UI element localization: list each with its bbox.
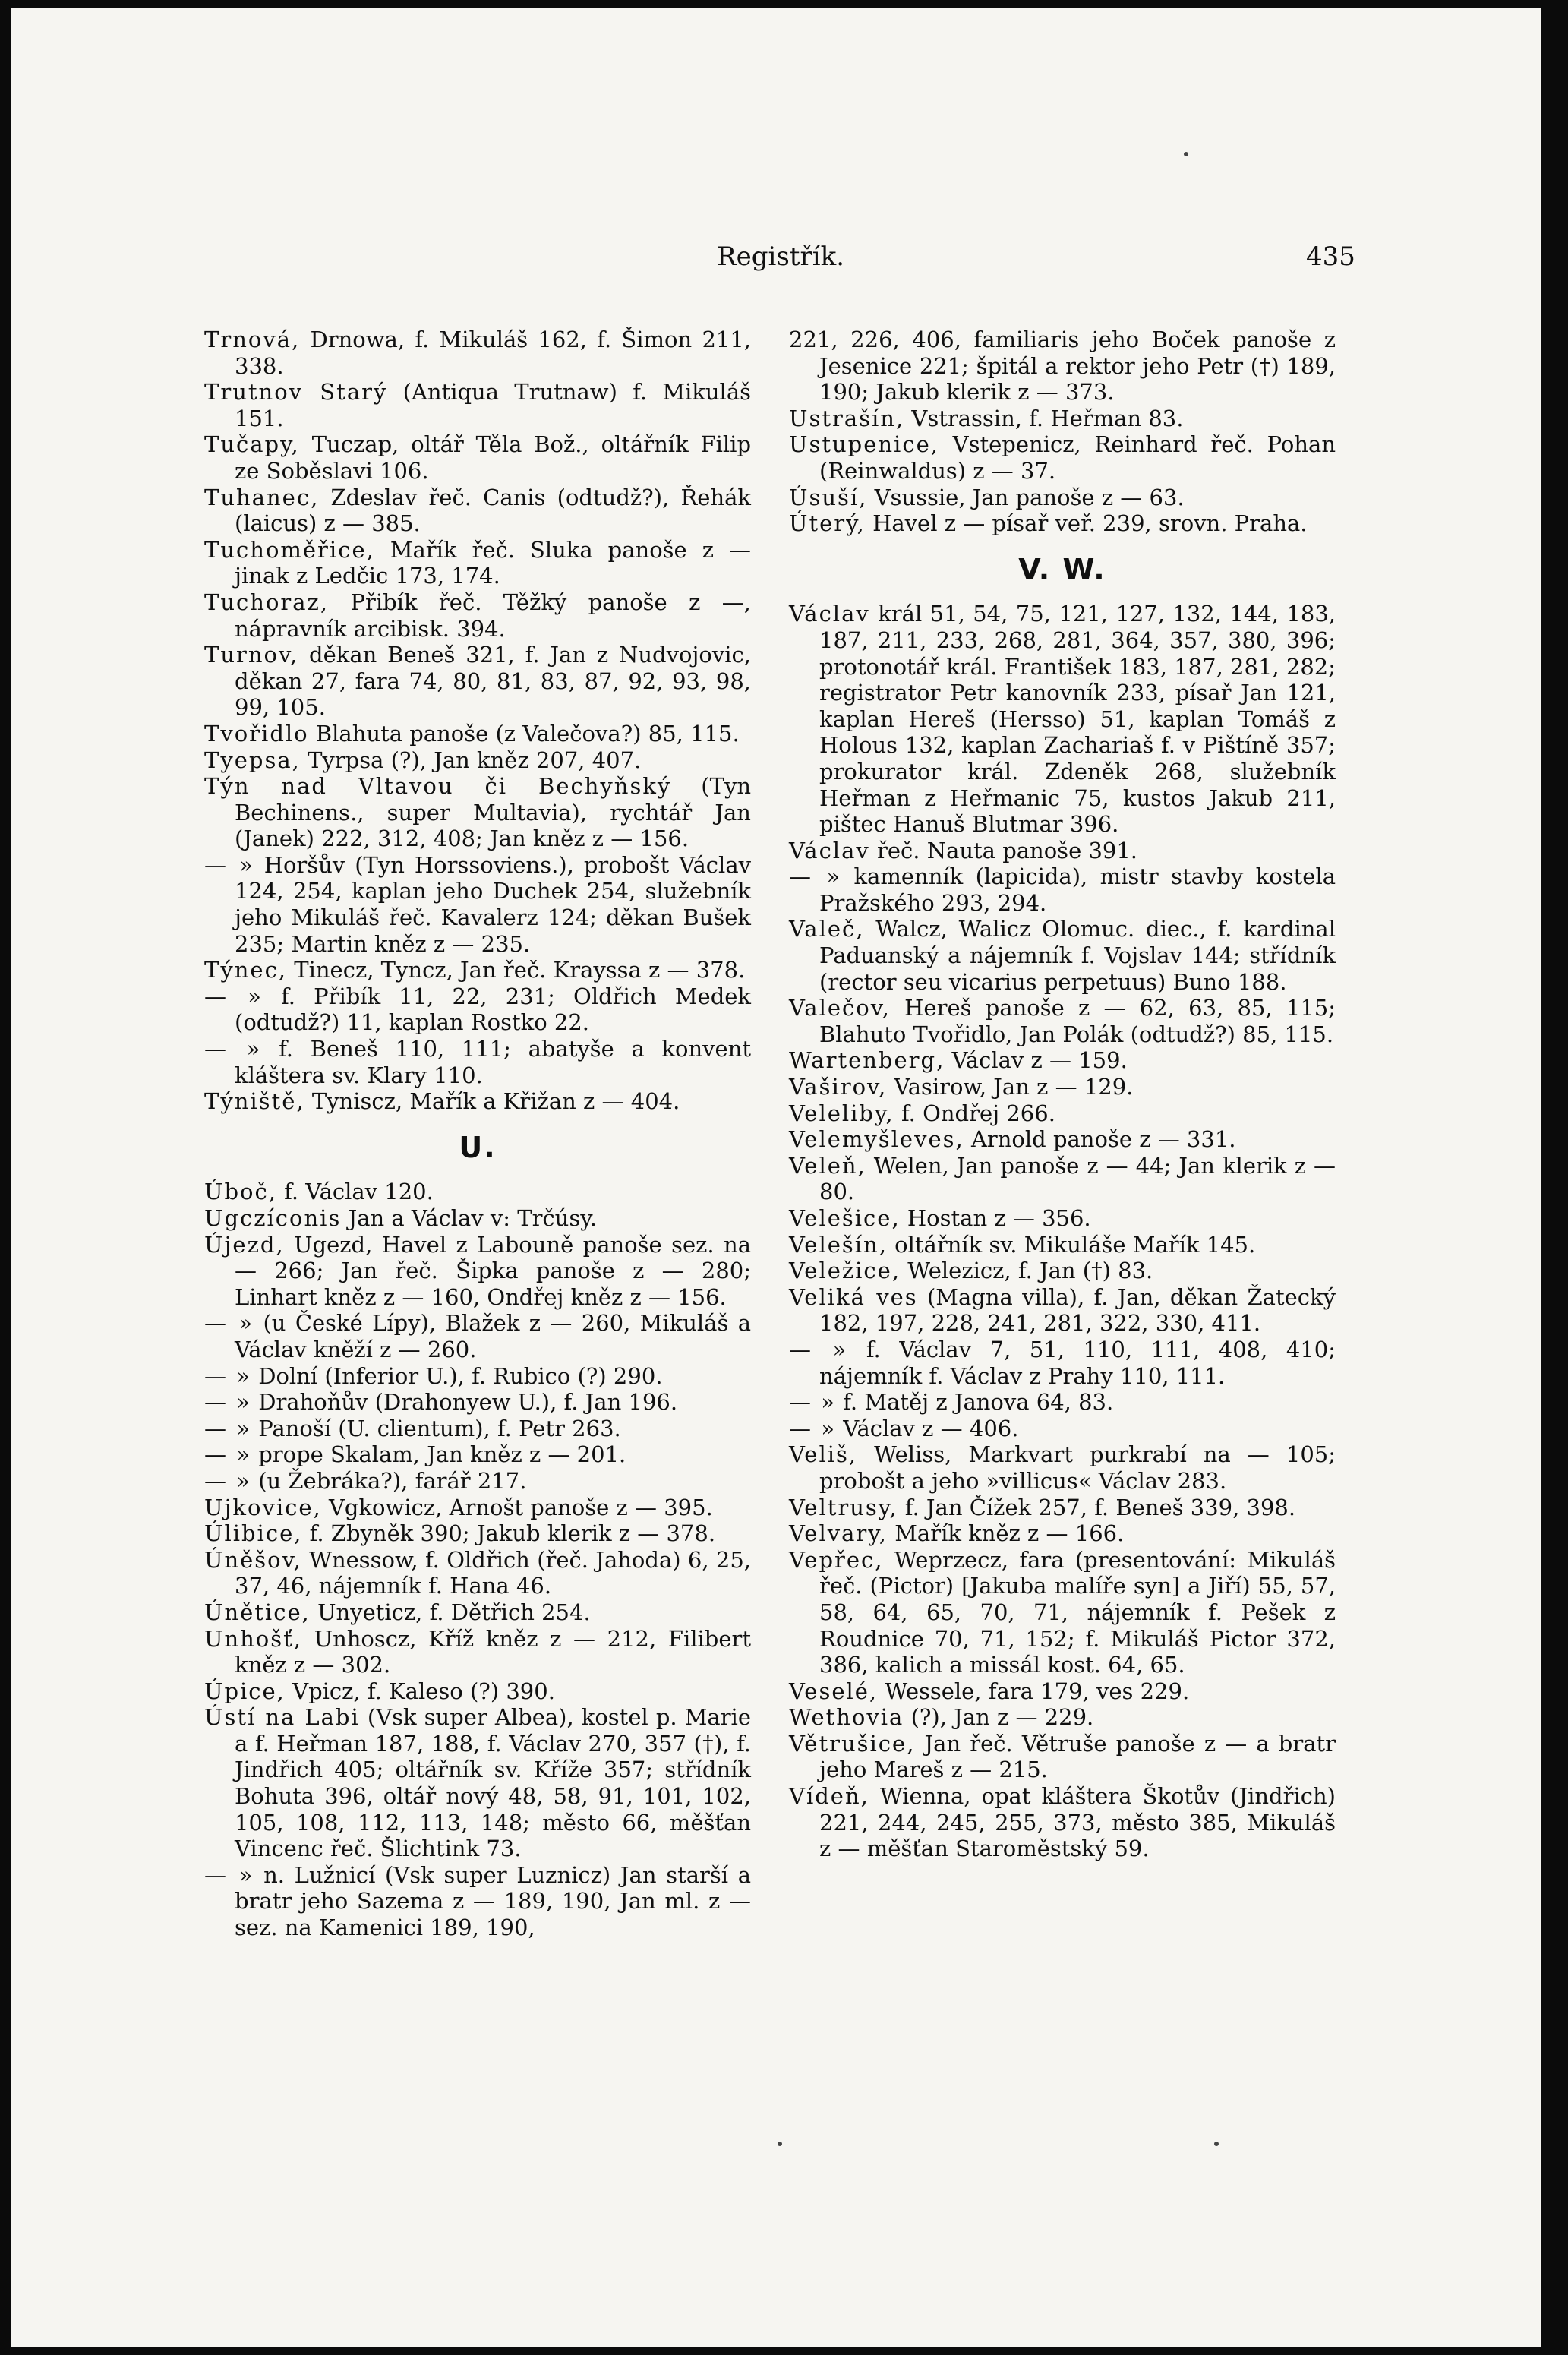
entry-headword: Veleliby, (789, 1100, 894, 1126)
entry-text: Jan řeč. Větruše panoše z — a bratr jeho Mareš z — 215. (819, 1730, 1336, 1783)
entry-headword: Velvary, (789, 1520, 888, 1547)
entry-text: Tinecz, Tyncz, Jan řeč. Krayssa z — 378. (294, 957, 746, 983)
entry-headword: Ugczíconis (204, 1205, 342, 1231)
entry-text: f. Beneš 110, 111; abatyše a konvent kláštera sv. Klary 110. (235, 1036, 752, 1088)
index-entry (789, 1337, 1336, 1389)
index-entry (204, 1416, 751, 1442)
entry-text: (Tyn Bechinens., super Multavia), rychtář Jan (Janek) 222, 312, 408; Jan kněz z — 156. (235, 773, 752, 852)
entry-text: Hostan z — 356. (907, 1205, 1091, 1231)
index-entry (204, 1389, 751, 1416)
index-entry (789, 1258, 1336, 1284)
entry-headword: Wethovia (789, 1704, 904, 1731)
entry-text: (u Žebráka?), farář 217. (258, 1467, 527, 1494)
entry-text: oltářník sv. Mikuláše Mařík 145. (894, 1231, 1256, 1258)
right-column (789, 327, 1336, 1862)
entry-headword: Tyepsa, (204, 747, 301, 773)
entry-text: Jan a Václav v: Trčúsy. (348, 1205, 597, 1231)
entry-text: Unyeticz, f. Dětřich 254. (317, 1599, 591, 1625)
index-entry (204, 1310, 751, 1362)
entry-headword: Ustupenice, (789, 431, 939, 458)
entry-headword: Větrušice, (789, 1730, 916, 1757)
entries-t (204, 327, 751, 1115)
section-heading-vw: V. W. (1018, 552, 1106, 586)
entry-headword: Tvořidlo (204, 720, 309, 747)
entry-headword: Veleň, (789, 1152, 866, 1179)
entry-text: f. Václav 120. (284, 1179, 434, 1205)
entry-text: (Vsk super Albea), kostel p. Marie a f. Heřman 187, 188, f. Václav 270, 357 (†), f. Jindřich 405; oltářník sv. Kříže 357; střídník Bohuta 396, oltář nový 48, 58, 91, 101, 102, 105, 108, 112, 113, 148; město 66, měšťan Vincenc řeč. Šlichtink 73. (235, 1704, 751, 1862)
entry-headword: Úpice, (204, 1678, 286, 1704)
entry-headword: — » (204, 1310, 254, 1337)
left-column (204, 327, 751, 1941)
entries-u-continued (789, 327, 1336, 537)
entry-text: Vsussie, Jan panoše z — 63. (874, 484, 1185, 510)
index-entry (789, 1126, 1336, 1153)
entry-text: Vstepenicz, Reinhard řeč. Pohan (Reinwaldus) z — 37. (819, 431, 1336, 484)
index-entry (204, 983, 751, 1036)
entry-text: Mařík řeč. Sluka panoše z — jinak z Ledčic 173, 174. (235, 536, 751, 589)
entry-text: děkan Beneš 321, f. Jan z Nudvojovic, děkan 27, fara 74, 80, 81, 83, 87, 92, 93, 98, 99, 105. (235, 642, 751, 721)
ink-speck (1184, 152, 1188, 156)
index-entry (789, 1783, 1336, 1862)
entry-headword: — » (204, 983, 263, 1009)
entry-headword: Úboč, (204, 1179, 277, 1205)
index-entry (204, 1036, 751, 1088)
entry-headword: Úsuší, (789, 484, 868, 510)
index-entry (789, 1416, 1336, 1442)
entry-text: Přibík řeč. Těžký panoše z —, nápravník arcibisk. 394. (235, 589, 751, 642)
entry-headword: Úněšov, (204, 1546, 302, 1573)
entry-text: f. Ondřej 266. (901, 1100, 1055, 1126)
index-entry (204, 773, 751, 852)
index-entry (789, 1441, 1336, 1494)
entry-text: král 51, 54, 75, 121, 127, 132, 144, 183, 187, 211, 233, 268, 281, 364, 357, 380, 396; protonotář král. František 183, 187, 281, 282; registrator Petr kanovník 233, písař Jan 121, kaplan Hereš (Hersso) 51, kaplan Tomáš z Holous 132, kaplan Zachariaš f. v Pištíně 357; prokurator král. Zdeněk 268, služebník Heřman z Heřmanic 75, kustos Jakub 211, pištec Hanuš Blutmar 396. (819, 601, 1336, 838)
entry-text: Zdeslav řeč. Canis (odtudž?), Řehák (laicus) z — 385. (235, 484, 751, 537)
entry-headword: Úlibice, (204, 1520, 303, 1547)
index-entry (204, 431, 751, 484)
index-entry (204, 1232, 751, 1311)
entry-text: Weprzecz, fara (presentování: Mikuláš řeč. (Pictor) [Jakuba malíře syn] a Jiří) 55, 57, 58, 64, 65, 70, 71, nájemník f. Pešek z Roudnice 70, 71, 152; f. Mikuláš Pictor 372, 386, kalich a missál kost. 64, 65. (819, 1546, 1336, 1678)
running-header (11, 241, 1541, 275)
entry-headword: Trnová, (204, 327, 301, 352)
index-entry (204, 379, 751, 431)
entry-headword: Vídeň, (789, 1783, 869, 1810)
page (11, 8, 1541, 2347)
entry-text: Tyniscz, Mařík a Křižan z — 404. (311, 1088, 680, 1115)
entry-headword: Trutnov Starý (204, 379, 388, 406)
index-entry (204, 1626, 751, 1678)
entry-headword: — » (204, 1441, 251, 1468)
entry-headword: — » (204, 1467, 251, 1494)
entry-headword: Tučapy, (204, 431, 300, 458)
entry-headword: — » (204, 1415, 251, 1441)
index-entry (789, 1495, 1336, 1521)
entry-text: Horšův (Tyn Horssoviens.), probošt Václav 124, 254, kaplan jeho Duchek 254, služebník jeho Mikuláš řeč. Kavalerz 124; děkan Bušek 235; Martin kněz z — 235. (235, 851, 751, 957)
entry-headword: — » (204, 1036, 262, 1062)
entry-headword: Ujkovice, (204, 1494, 322, 1520)
index-entry (789, 838, 1336, 864)
index-entry (204, 1704, 751, 1862)
entry-headword: Újezd, (204, 1231, 285, 1258)
entry-headword: Úterý, (789, 510, 866, 537)
index-entry (204, 852, 751, 957)
index-entry (204, 1363, 751, 1390)
entry-text: 221, 226, 406, familiaris jeho Boček panoše z Jesenice 221; špitál a rektor jeho Petr (†) 189, 190; Jakub klerik z — 373. (789, 327, 1336, 406)
entry-headword: Týn nad Vltavou či Bechyňský (204, 773, 672, 800)
entry-text: f. Matěj z Janova 64, 83. (843, 1389, 1114, 1416)
entry-headword: — » (789, 1389, 836, 1416)
index-entry (789, 1678, 1336, 1705)
index-entry (204, 957, 751, 983)
entry-text: (u České Lípy), Blažek z — 260, Mikuláš a Václav kněží z — 260. (235, 1310, 751, 1362)
index-entry (204, 1520, 751, 1547)
entry-text: (Antiqua Trutnaw) f. Mikuláš 151. (235, 379, 751, 431)
entry-headword: Ústí na Labi (204, 1704, 360, 1731)
entry-text: Václav z — 406. (843, 1415, 1019, 1441)
entry-text: Wnessow, f. Oldřich (řeč. Jahoda) 6, 25, 37, 46, nájemník f. Hana 46. (235, 1546, 751, 1599)
index-entry (789, 601, 1336, 837)
entry-headword: Valečov, (789, 995, 891, 1021)
index-entry (789, 1205, 1336, 1232)
entry-text: Vgkowicz, Arnošt panoše z — 395. (328, 1494, 713, 1520)
entry-headword: Velešice, (789, 1205, 901, 1231)
entry-text: Ugezd, Havel z Labouně panoše sez. na — 266; Jan řeč. Šipka panoše z — 280; Linhart kněz z — 160, Ondřej kněz z — 156. (235, 1231, 751, 1310)
running-title: Registřík. (717, 241, 845, 272)
entries-u (204, 1179, 751, 1940)
entry-headword: Veselé, (789, 1678, 879, 1704)
entry-text: Vpicz, f. Kaleso (?) 390. (292, 1678, 555, 1704)
entry-text: Weliss, Markvart purkrabí na — 105; probošt a jeho »villicus« Václav 283. (819, 1441, 1336, 1494)
entry-headword: Vepřec, (789, 1546, 884, 1573)
entry-headword: Veliš, (789, 1441, 858, 1468)
entry-text: f. Přibík 11, 22, 231; Oldřich Medek (odtudž?) 11, kaplan Rostko 22. (235, 983, 752, 1036)
index-entry (789, 327, 1336, 406)
entry-headword: Turnov, (204, 642, 299, 668)
entry-text: (?), Jan z — 229. (910, 1704, 1094, 1731)
entry-text: Václav z — 159. (951, 1047, 1128, 1074)
entry-text: Welen, Jan panoše z — 44; Jan klerik z — 80. (819, 1152, 1336, 1205)
index-entry (789, 1047, 1336, 1074)
index-entry (789, 1284, 1336, 1337)
entry-headword: Tuchoraz, (204, 589, 330, 615)
entry-headword: Unhošť, (204, 1625, 303, 1652)
entry-headword: Ustrašín, (789, 405, 905, 431)
entry-text: kamenník (lapicida), mistr stavby kostela Pražského 293, 294. (819, 863, 1336, 916)
entry-headword: Veliká ves (789, 1283, 918, 1310)
entry-headword: — » (789, 863, 842, 890)
index-entry (204, 747, 751, 774)
entry-headword: Vaširov, (789, 1074, 888, 1100)
index-entry (789, 863, 1336, 916)
index-entry (204, 1862, 751, 1941)
entry-headword: Týniště, (204, 1088, 305, 1115)
entry-headword: Veležice, (789, 1258, 901, 1284)
index-entry (204, 1441, 751, 1468)
entry-text: Welezicz, f. Jan (†) 83. (907, 1258, 1153, 1284)
entry-headword: Veltrusy, (789, 1494, 898, 1520)
entry-text: Dolní (Inferior U.), f. Rubico (?) 290. (258, 1362, 663, 1389)
index-entry (204, 1599, 751, 1626)
index-entry (204, 1179, 751, 1205)
index-entry (204, 327, 751, 379)
entry-text: Vasirow, Jan z — 129. (894, 1074, 1134, 1100)
index-entry (789, 916, 1336, 995)
entry-headword: Václav (789, 601, 870, 627)
entry-headword: — » (204, 1861, 254, 1888)
entry-text: f. Jan Čížek 257, f. Beneš 339, 398. (904, 1494, 1296, 1520)
entry-headword: Valeč, (789, 916, 865, 942)
index-entry (204, 1468, 751, 1495)
entry-headword: Václav (789, 837, 870, 863)
entry-headword: Velemyšleves, (789, 1126, 964, 1153)
entry-headword: — » (789, 1336, 848, 1362)
index-entry (789, 1520, 1336, 1547)
entry-text: Tuczap, oltář Těla Bož., oltářník Filip ze Soběslavi 106. (235, 431, 752, 484)
index-entry (789, 1389, 1336, 1416)
index-entry (204, 589, 751, 642)
entry-text: řeč. Nauta panoše 391. (876, 837, 1138, 863)
entry-text: Panoší (U. clientum), f. Petr 263. (258, 1415, 621, 1441)
index-entry (204, 1678, 751, 1705)
entry-text: Wessele, fara 179, ves 229. (885, 1678, 1190, 1704)
entry-headword: Tuchoměřice, (204, 536, 375, 563)
entry-headword: Velešín, (789, 1231, 888, 1258)
index-entry (789, 1100, 1336, 1127)
index-entry (204, 1205, 751, 1232)
index-entry (204, 721, 751, 747)
index-entry (204, 1495, 751, 1521)
entry-headword: — » (789, 1415, 836, 1441)
entry-headword: — » (204, 1389, 251, 1416)
index-entry (789, 1731, 1336, 1783)
page-number: 435 (1306, 241, 1355, 272)
index-entry (789, 431, 1336, 484)
index-entry (204, 485, 751, 537)
entry-text: Havel z — písař veř. 239, srovn. Praha. (872, 510, 1308, 537)
entry-text: Blahuta panoše (z Valečova?) 85, 115. (315, 720, 740, 747)
entry-text: Vstrassin, f. Heřman 83. (911, 405, 1184, 431)
index-entry (204, 537, 751, 589)
index-entry (789, 485, 1336, 511)
index-entry (789, 1232, 1336, 1258)
entry-text: Mařík kněz z — 166. (894, 1520, 1125, 1547)
index-entry (204, 1088, 751, 1115)
index-entry (789, 510, 1336, 537)
index-entry (789, 1547, 1336, 1678)
entry-text: n. Lužnicí (Vsk super Luznicz) Jan starší a bratr jeho Sazema z — 189, 190, Jan ml. z — sez. na Kamenici 189, 190, (235, 1861, 751, 1941)
entry-headword: — » (204, 1362, 251, 1389)
index-entry (789, 1153, 1336, 1205)
entry-headword: Únětice, (204, 1599, 311, 1625)
entry-headword: Tuhanec, (204, 484, 320, 510)
entry-text: f. Václav 7, 51, 110, 111, 408, 410; nájemník f. Václav z Prahy 110, 111. (819, 1336, 1336, 1389)
index-entry (204, 642, 751, 721)
ink-speck (778, 2142, 782, 2146)
section-heading-u: U. (459, 1130, 497, 1164)
index-entry (789, 406, 1336, 432)
index-entry (204, 1547, 751, 1599)
index-entry (789, 1704, 1336, 1731)
entry-text: Hereš panoše z — 62, 63, 85, 115; Blahuto Tvořidlo, Jan Polák (odtudž?) 85, 115. (819, 995, 1336, 1047)
entry-text: Drnowa, f. Mikuláš 162, f. Šimon 211, 338. (235, 327, 752, 379)
entry-text: prope Skalam, Jan kněz z — 201. (258, 1441, 626, 1468)
entry-text: Arnold panoše z — 331. (970, 1126, 1236, 1153)
index-entry (789, 1074, 1336, 1100)
entry-headword: Týnec, (204, 957, 288, 983)
entry-text: f. Zbyněk 390; Jakub klerik z — 378. (309, 1520, 716, 1547)
ink-speck (1214, 2142, 1219, 2146)
entry-text: Unhoscz, Kříž kněz z — 212, Filibert kněz z — 302. (235, 1625, 752, 1678)
entry-text: Walcz, Walicz Olomuc. diec., f. kardinal Paduanský a nájemník f. Vojslav 144; střídník (rector seu vicarius perpetuus) Buno 188. (819, 916, 1336, 995)
index-entry (789, 995, 1336, 1047)
entries-vw (789, 601, 1336, 1862)
entry-text: Tyrpsa (?), Jan kněz 207, 407. (308, 747, 642, 773)
entry-text: Wienna, opat kláštera Škotův (Jindřich) 221, 244, 245, 255, 373, město 385, Mikuláš z — měšťan Staroměstský 59. (819, 1783, 1336, 1862)
entry-headword: Wartenberg, (789, 1047, 945, 1074)
entry-text: (Magna villa), f. Jan, děkan Žatecký 182, 197, 228, 241, 281, 322, 330, 411. (819, 1283, 1336, 1337)
entry-headword: — » (204, 851, 254, 878)
entry-text: Drahoňův (Drahonyew U.), f. Jan 196. (258, 1389, 678, 1416)
